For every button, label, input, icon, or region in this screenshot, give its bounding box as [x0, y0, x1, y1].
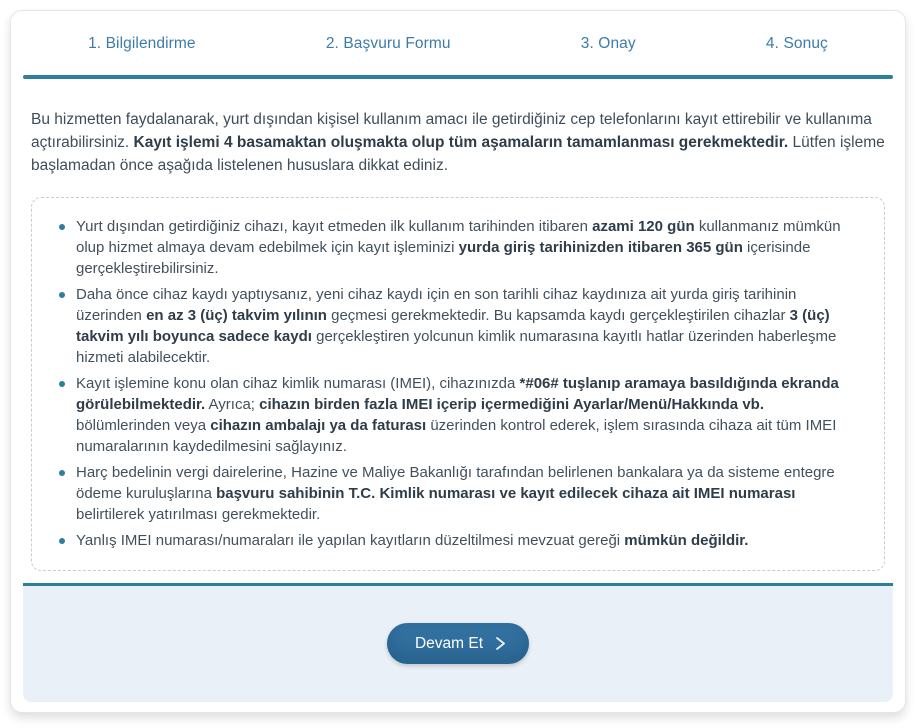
- step-tab-basvuru-formu[interactable]: [326, 35, 451, 53]
- chevron-right-icon: [494, 636, 507, 651]
- step-tab-onay[interactable]: [581, 35, 636, 53]
- step-nav: [23, 11, 893, 75]
- step-tab-bilgilendirme[interactable]: [88, 35, 196, 53]
- step-tab-label: 2. Başvuru Formu: [325, 35, 451, 52]
- notice-item-usage-period: Yurt dışından getirdiğiniz cihazı, kayıt etmeden ilk kullanım tarihinden itibaren azami 120 gün kullanmanız mümkün olup hizmet almaya devam edebilmek için kayıt işleminizi yurda giriş tarihinizden itibaren 365 gün içerisinde gerçekleştirebilirsiniz.: [54, 216, 858, 279]
- action-footer: [23, 583, 893, 702]
- notice-list: [54, 216, 858, 551]
- notice-item-fee-payment: Harç bedelinin vergi dairelerine, Hazine ve Maliye Bakanlığı tarafından belirlenen bankalara ya da sisteme entegre ödeme kuruluşlarına başvuru sahibinin T.C. Kimlik numarası ve kayıt edilecek cihaza ait IMEI numarası belirtilerek yatırılması gerekmektedir.: [54, 462, 858, 525]
- imei-registration-card: [10, 10, 906, 713]
- notice-box: [31, 197, 885, 571]
- step-tab-label: 1. Bilgilendirme: [88, 35, 196, 52]
- step-tab-label: 3. Onay: [580, 35, 636, 52]
- step-tab-label: 4. Sonuç: [765, 35, 828, 52]
- step-tab-sonuc[interactable]: [766, 35, 828, 53]
- notice-item-previous-registration: Daha önce cihaz kaydı yaptıysanız, yeni cihaz kaydı için en son tarihli cihaz kaydınıza ait yurda giriş tarihinin üzerinden en az 3 (üç) takvim yılının geçmesi gerekmektedir. Bu kapsamda kaydı gerçekleştirilen cihazlar 3 (üç) takvim yılı boyunca sadece kaydı gerçekleştiren yolcunun kimlik numarasına kayıtlı hatlar üzerinden haberleşme hizmeti alabilecektir.: [54, 284, 858, 368]
- main-content: [23, 79, 893, 571]
- intro-paragraph: Bu hizmetten faydalanarak, yurt dışından kişisel kullanım amacı ile getirdiğiniz cep telefonlarını kayıt ettirebilir ve kullanıma açtırabilirsiniz. Kayıt işlemi 4 basamaktan oluşmakta olup tüm aşamaların tamamlanması gerekmektedir. Lütfen işleme başlamadan önce aşağıda listelenen hususlara dikkat ediniz.: [31, 110, 885, 174]
- notice-item-imei-lookup: Kayıt işlemine konu olan cihaz kimlik numarası (IMEI), cihazınızda *#06# tuşlanıp aramaya basıldığında ekranda görülebilmektedir. Ayrıca; cihazın birden fazla IMEI içerip içermediğini Ayarlar/Menü/Hakkında vb. bölümlerinden veya cihazın ambalajı ya da faturası üzerinden kontrol ederek, işlem sırasında cihaza ait tüm IMEI numaralarının kaydedilmesini sağlayınız.: [54, 373, 858, 457]
- page: [0, 10, 916, 728]
- notice-item-wrong-imei: Yanlış IMEI numarası/numaraları ile yapılan kayıtların düzeltilmesi mevzuat gereği mümkün değildir.: [54, 530, 858, 551]
- continue-button[interactable]: [387, 623, 529, 664]
- continue-button-label: Devam Et: [414, 634, 484, 652]
